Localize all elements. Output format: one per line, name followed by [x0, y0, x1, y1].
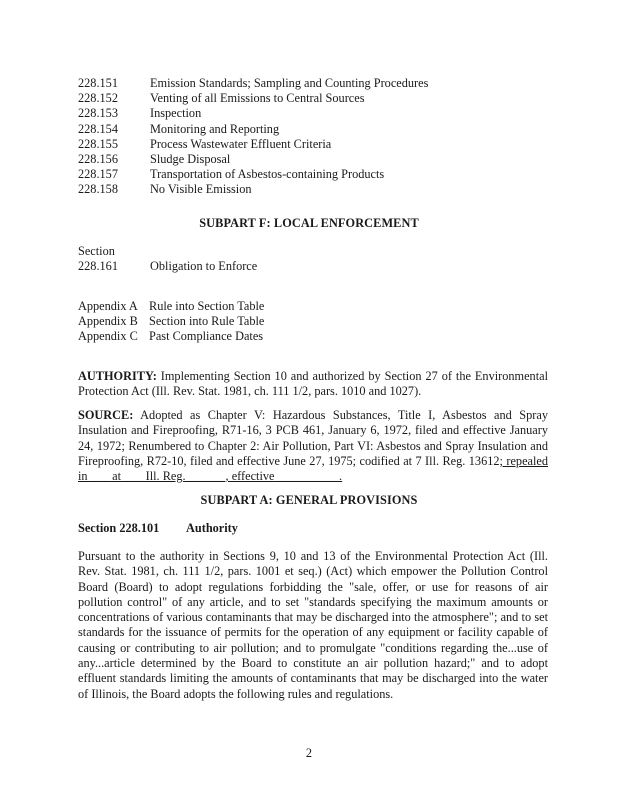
authority-text: Implementing Section 10 and authorized by Section 27 of the Environmental Protection Act (Ill. Rev. Stat. 1981, ch. 111 1/2, pars. 1010 and 1027).	[78, 369, 548, 399]
toc-section-title: Inspection	[150, 106, 202, 121]
appendix-row	[78, 299, 264, 314]
appendix-list	[78, 299, 264, 345]
section-number: Section 228.101	[78, 521, 160, 535]
section-column-label: Section	[78, 244, 115, 258]
toc-section-title: Process Wastewater Effluent Criteria	[150, 136, 332, 151]
appendix-key: Appendix C	[78, 329, 138, 344]
toc-row	[78, 76, 428, 91]
source-amendment: ; repealed in ___ at ___ Ill. Reg. ______, effective __________.	[78, 453, 549, 484]
toc-section-title: Sludge Disposal	[150, 151, 231, 166]
appendix-title: Past Compliance Dates	[149, 329, 264, 344]
toc-section-number: 228.158	[78, 182, 118, 197]
appendix-title: Section into Rule Table	[149, 314, 265, 329]
toc-section-number: 228.153	[78, 106, 118, 121]
subpart-a-heading: SUBPART A: GENERAL PROVISIONS	[200, 493, 418, 507]
toc-section-number: 228.152	[78, 91, 118, 106]
appendix-row	[78, 314, 264, 329]
toc-section-title: Transportation of Asbestos-containing Products	[150, 167, 385, 182]
toc-row	[78, 182, 428, 197]
toc-section-number: 228.157	[78, 167, 118, 182]
subpart-f-heading: SUBPART F: LOCAL ENFORCEMENT	[199, 216, 419, 230]
toc-row	[78, 91, 428, 106]
toc-section-title: Venting of all Emissions to Central Sources	[150, 91, 365, 106]
table-of-contents	[78, 76, 428, 198]
toc-row	[78, 167, 428, 182]
toc-row	[78, 137, 428, 152]
toc-section-number: 228.154	[78, 121, 118, 136]
toc-section-number: 228.161	[78, 259, 118, 273]
appendix-row	[78, 329, 264, 344]
appendix-key: Appendix A	[78, 299, 138, 313]
page-number: 2	[305, 746, 313, 760]
appendix-key: Appendix B	[78, 314, 138, 329]
toc-row	[78, 106, 428, 121]
source-label: SOURCE:	[78, 408, 134, 422]
toc-row	[78, 152, 428, 167]
toc-section-number: 228.156	[78, 151, 118, 166]
toc-section-title: Monitoring and Reporting	[150, 121, 280, 136]
source-text: Adopted as Chapter V: Hazardous Substances, Title I, Asbestos and Spray Insulation and Fireproofing, R71-16, 3 PCB 461, January 6, 1972, filed and effective January 24, 1972; Renumbered to Chapter 2: Air Pollution, Part VI: Asbestos and Spray Insulation and Fireproofing, R72-10, filed and effective June 27, 1975; codified at 7 Ill. Reg. 13612	[78, 408, 548, 468]
authority-body-paragraph: Pursuant to the authority in Sections 9, 10 and 13 of the Environmental Protection Act (Ill. Rev. Stat. 1981, ch. 111 1/2, pars. 1001 et seq.) (Act) which empower the Pollution Control Board (Board) to adopt regulations forbidding the "sale, offer, or use for reasons of air pollution control" of any article, and to set "standards specifying the maximum amounts or concentrations of various contaminants that may be discharged into the atmosphere"; and to set standards for the issuance of permits for the operation of any equipment or facility capable of causing or contributing to air pollution; and to promulgate "conditions regarding the...use of any...article determined by the Board to constitute an air pollution hazard;" and to adopt effluent standards limiting the amounts of contaminants that may be discharged into the water of Illinois, the Board adopts the following rules and regulations.	[78, 549, 548, 701]
authority-note	[78, 369, 548, 400]
authority-label: AUTHORITY:	[78, 369, 157, 383]
toc-section-number: 228.151	[78, 76, 118, 90]
toc-section-title: Emission Standards; Sampling and Counting Procedures	[150, 76, 429, 90]
toc-section-title: No Visible Emission	[150, 182, 252, 197]
toc-row	[78, 122, 428, 137]
section-header	[78, 521, 238, 536]
toc-row-228-161	[78, 259, 257, 274]
section-title: Authority	[186, 521, 238, 535]
toc-section-title: Obligation to Enforce	[150, 259, 258, 273]
appendix-title: Rule into Section Table	[149, 299, 265, 313]
source-note	[78, 408, 548, 484]
toc-section-number: 228.155	[78, 136, 118, 151]
